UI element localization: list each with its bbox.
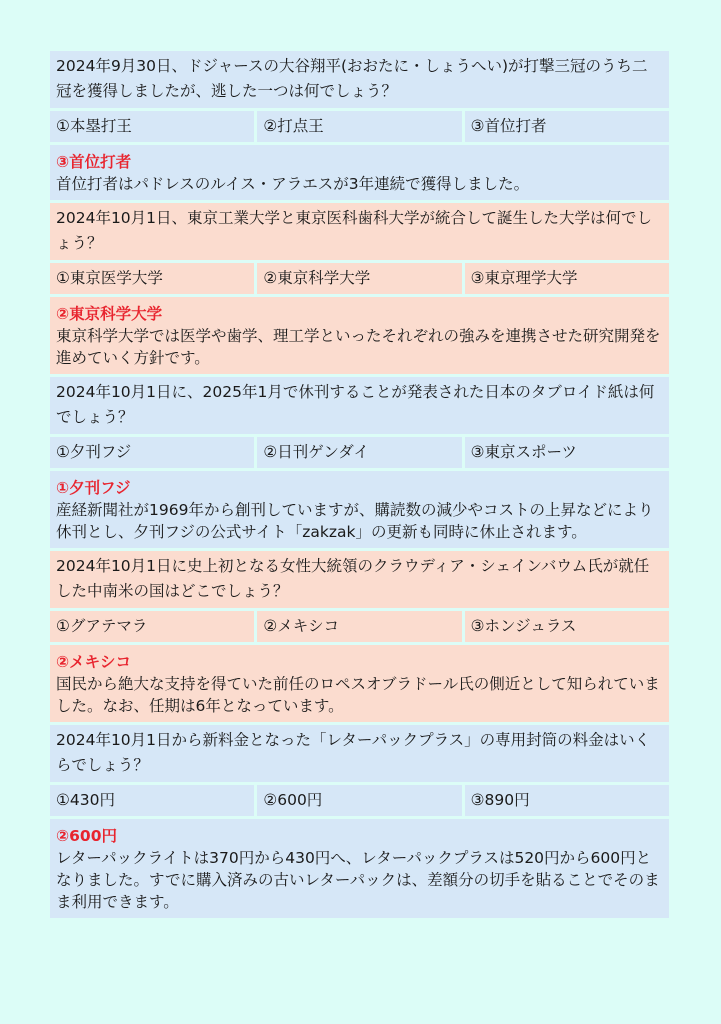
option-2: ②メキシコ <box>257 611 461 642</box>
answer-label: ③首位打者 <box>56 153 132 171</box>
answer-label: ②東京科学大学 <box>56 305 163 323</box>
explanation-text: 産経新聞社が1969年から創刊していますが、購読数の減少やコストの上昇などにより休刊とし、夕刊フジの公式サイト「zakzak」の更新も同時に休止されます。 <box>56 501 654 541</box>
question-text: 2024年10月1日に史上初となる女性大統領のクラウディア・シェインバウム氏が就任した中南米の国はどこでしょう？ <box>50 551 669 608</box>
options-row <box>50 785 669 816</box>
option-1: ①グアテマラ <box>50 611 254 642</box>
option-2: ②東京科学大学 <box>257 263 461 294</box>
quiz-item-5 <box>50 725 669 918</box>
option-2: ②日刊ゲンダイ <box>257 437 461 468</box>
options-row <box>50 263 669 294</box>
options-row <box>50 611 669 642</box>
options-row <box>50 437 669 468</box>
option-2: ②打点王 <box>257 111 461 142</box>
question-text: 2024年10月1日から新料金となった「レターパックプラス」の専用封筒の料金はいくらでしょう？ <box>50 725 669 782</box>
explanation-text: 首位打者はパドレスのルイス・アラエスが3年連続で獲得しました。 <box>56 175 530 193</box>
option-3: ③東京スポーツ <box>465 437 669 468</box>
option-1: ①東京医学大学 <box>50 263 254 294</box>
quiz-item-1 <box>50 51 669 200</box>
answer-box <box>50 297 669 374</box>
option-1: ①夕刊フジ <box>50 437 254 468</box>
explanation-text: 東京科学大学では医学や歯学、理工学といったそれぞれの強みを連携させた研究開発を進めていく方針です。 <box>56 327 661 367</box>
answer-box <box>50 145 669 200</box>
question-text: 2024年10月1日に、2025年1月で休刊することが発表された日本のタブロイド紙は何でしょう？ <box>50 377 669 434</box>
option-3: ③東京理学大学 <box>465 263 669 294</box>
explanation-text: レターパックライトは370円から430円へ、レターパックプラスは520円から600円となりました。すでに購入済みの古いレターパックは、差額分の切手を貼ることでそのまま利用できます。 <box>56 849 660 911</box>
answer-label: ②メキシコ <box>56 653 131 671</box>
option-1: ①本塁打王 <box>50 111 254 142</box>
answer-label: ①夕刊フジ <box>56 479 131 497</box>
answer-box <box>50 645 669 722</box>
quiz-item-3 <box>50 377 669 548</box>
option-1: ①430円 <box>50 785 254 816</box>
answer-box <box>50 471 669 548</box>
option-3: ③890円 <box>465 785 669 816</box>
option-3: ③ホンジュラス <box>465 611 669 642</box>
options-row <box>50 111 669 142</box>
option-2: ②600円 <box>257 785 461 816</box>
answer-label: ②600円 <box>56 827 117 845</box>
question-text: 2024年10月1日、東京工業大学と東京医科歯科大学が統合して誕生した大学は何でしょう？ <box>50 203 669 260</box>
quiz-item-4 <box>50 551 669 722</box>
quiz-item-2 <box>50 203 669 374</box>
quiz-sheet <box>50 51 669 921</box>
option-3: ③首位打者 <box>465 111 669 142</box>
explanation-text: 国民から絶大な支持を得ていた前任のロペスオブラドール氏の側近として知られていました。なお、任期は6年となっています。 <box>56 675 660 715</box>
question-text: 2024年9月30日、ドジャースの大谷翔平(おおたに・しょうへい)が打撃三冠のうち二冠を獲得しましたが、逃した一つは何でしょう？ <box>50 51 669 108</box>
answer-box <box>50 819 669 918</box>
